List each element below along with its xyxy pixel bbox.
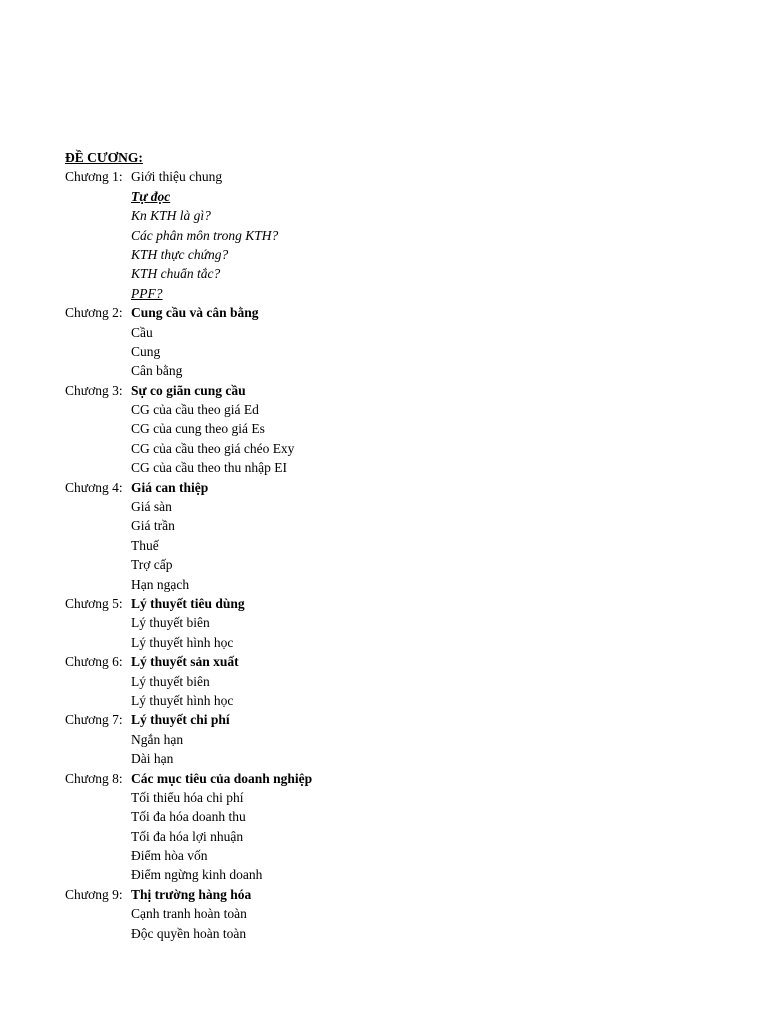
- outline-item: Độc quyền hoàn toàn: [131, 925, 247, 941]
- chapter-label: Chương 8:: [65, 770, 123, 786]
- chapter-title: Các mục tiêu của doanh nghiệp: [131, 770, 313, 786]
- outline-item-row: [65, 827, 725, 846]
- outline-item-row: [65, 865, 725, 884]
- document-outline: [65, 148, 725, 943]
- outline-item-row: [65, 342, 725, 361]
- outline-item-row: [65, 497, 725, 516]
- outline-item: CG của cung theo giá Es: [131, 421, 265, 437]
- outline-item-row: [65, 904, 725, 923]
- outline-item-row: [65, 458, 725, 477]
- chapter-row-9: [65, 885, 725, 904]
- outline-item: Dài hạn: [131, 751, 174, 767]
- chapter-title: Giá can thiệp: [131, 479, 209, 495]
- outline-item: Cung: [131, 343, 161, 359]
- outline-item-row: [65, 575, 725, 594]
- outline-item: CG của cầu theo giá Ed: [131, 402, 259, 418]
- outline-item: Kn KTH là gì?: [131, 208, 211, 224]
- outline-item: CG của cầu theo giá chéo Exy: [131, 440, 295, 456]
- outline-item-row: [65, 924, 725, 943]
- chapter-label: Chương 5:: [65, 595, 123, 611]
- outline-heading: ĐỀ CƯƠNG:: [65, 150, 143, 165]
- outline-item-row: [65, 613, 725, 632]
- chapter-title: Giới thiệu chung: [131, 169, 223, 185]
- outline-item: Tối thiểu hóa chi phí: [131, 789, 244, 805]
- outline-item: KTH thực chứng?: [131, 246, 229, 262]
- chapter-row-3: [65, 381, 725, 400]
- chapter-row-6: [65, 652, 725, 671]
- chapter-title: Sự co giãn cung cầu: [131, 382, 246, 398]
- outline-item: Ngắn hạn: [131, 731, 184, 747]
- outline-item-row: [65, 361, 725, 380]
- chapter-label: Chương 4:: [65, 479, 123, 495]
- outline-item-row: [65, 245, 725, 264]
- outline-item: Thuế: [131, 537, 159, 553]
- outline-item: Điểm hòa vốn: [131, 848, 208, 864]
- chapter-list: [65, 167, 725, 943]
- outline-item-row: [65, 284, 725, 303]
- outline-item-row: [65, 536, 725, 555]
- chapter-row-5: [65, 594, 725, 613]
- outline-item-row: [65, 555, 725, 574]
- chapter-title: Lý thuyết sản xuất: [131, 654, 239, 670]
- outline-item-row: [65, 672, 725, 691]
- chapter-label: Chương 3:: [65, 382, 123, 398]
- outline-item-row: [65, 323, 725, 342]
- outline-item: Cạnh tranh hoàn toàn: [131, 906, 247, 922]
- outline-item-row: [65, 419, 725, 438]
- outline-item: Trợ cấp: [131, 557, 173, 573]
- outline-item-row: [65, 400, 725, 419]
- outline-item: CG của cầu theo thu nhập EI: [131, 460, 287, 476]
- outline-item-row: [65, 807, 725, 826]
- outline-item: Lý thuyết hình học: [131, 692, 234, 708]
- outline-item: KTH chuẩn tắc?: [131, 266, 221, 282]
- outline-item: PPF?: [131, 285, 163, 301]
- outline-item-row: [65, 846, 725, 865]
- outline-item-row: [65, 226, 725, 245]
- chapter-label: Chương 1:: [65, 169, 123, 185]
- chapter-label: Chương 2:: [65, 305, 123, 321]
- outline-item-row: [65, 749, 725, 768]
- chapter-title: Thị trường hàng hóa: [131, 886, 252, 902]
- chapter-title: Lý thuyết tiêu dùng: [131, 595, 245, 611]
- outline-item-row: [65, 516, 725, 535]
- outline-item: Lý thuyết hình học: [131, 634, 234, 650]
- outline-item-row: [65, 264, 725, 283]
- outline-item: Các phân môn trong KTH?: [131, 227, 279, 243]
- chapter-row-4: [65, 478, 725, 497]
- outline-item-row: [65, 439, 725, 458]
- outline-item: Giá trần: [131, 518, 175, 534]
- outline-item: Cầu: [131, 324, 153, 340]
- outline-item: Tự đọc: [131, 188, 171, 204]
- outline-item: Lý thuyết biên: [131, 673, 210, 689]
- outline-item-row: [65, 187, 725, 206]
- chapter-title: Cung cầu và cân bằng: [131, 305, 259, 321]
- outline-item: Cân bằng: [131, 363, 183, 379]
- outline-item-row: [65, 730, 725, 749]
- chapter-label: Chương 6:: [65, 654, 123, 670]
- chapter-label: Chương 7:: [65, 712, 123, 728]
- outline-item: Hạn ngạch: [131, 576, 190, 592]
- outline-item-row: [65, 691, 725, 710]
- outline-item: Giá sàn: [131, 499, 172, 515]
- chapter-row-1: [65, 167, 725, 186]
- outline-item: Tối đa hóa lợi nhuận: [131, 828, 244, 844]
- outline-item: Tối đa hóa doanh thu: [131, 809, 246, 825]
- chapter-row-7: [65, 710, 725, 729]
- outline-item-row: [65, 206, 725, 225]
- chapter-row-8: [65, 769, 725, 788]
- outline-item: Lý thuyết biên: [131, 615, 210, 631]
- chapter-row-2: [65, 303, 725, 322]
- outline-item-row: [65, 788, 725, 807]
- chapter-label: Chương 9:: [65, 886, 123, 902]
- chapter-title: Lý thuyết chi phí: [131, 712, 230, 728]
- outline-item: Điểm ngừng kinh doanh: [131, 867, 263, 883]
- outline-item-row: [65, 633, 725, 652]
